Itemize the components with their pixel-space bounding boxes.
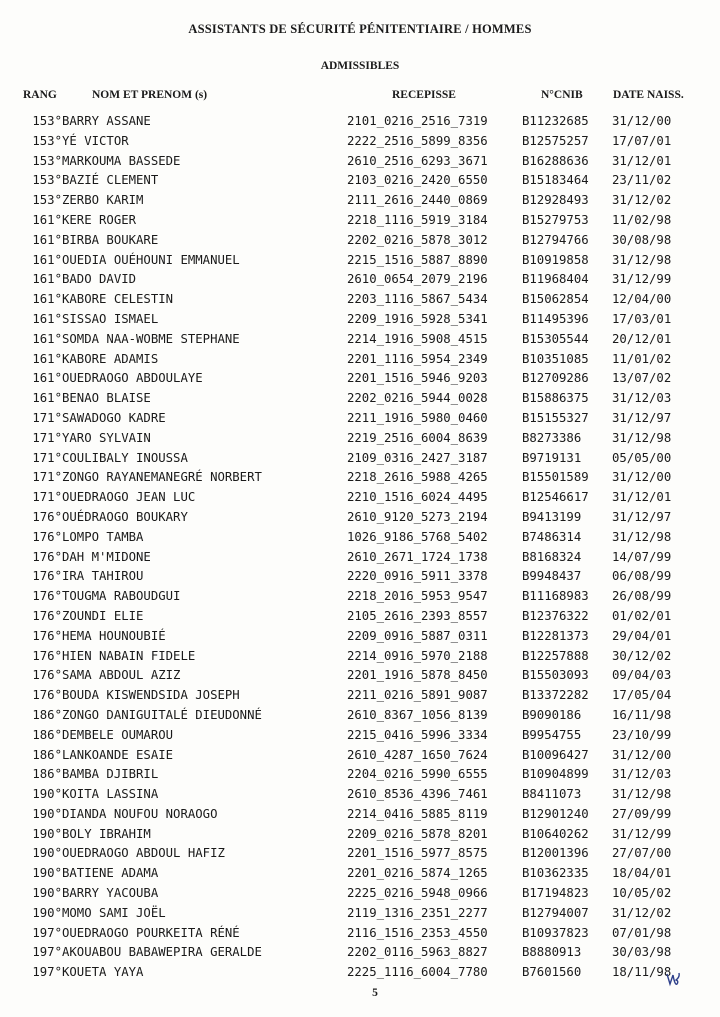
cell-cnib: B15062854 <box>522 292 589 307</box>
table-row <box>0 964 720 984</box>
cell-name: OUEDRAOGO JEAN LUC <box>62 490 196 505</box>
page-subtitle: ADMISSIBLES <box>320 60 400 72</box>
cell-cnib: B12575257 <box>522 133 589 148</box>
table-row <box>0 588 720 608</box>
cell-birth-date: 31/12/02 <box>612 905 672 920</box>
cell-receipt: 2203_1116_5867_5434 <box>347 292 488 307</box>
cell-name: BADO DAVID <box>62 272 137 287</box>
table-row <box>0 648 720 668</box>
cell-rank: 190° <box>32 806 62 821</box>
cell-rank: 176° <box>32 589 62 604</box>
cell-cnib: B15886375 <box>522 391 589 406</box>
cell-rank: 171° <box>32 410 62 425</box>
cell-name: KOITA LASSINA <box>62 787 159 802</box>
cell-name: HEMA HOUNOUBIÉ <box>62 628 166 643</box>
cell-receipt: 2610_8536_4396_7461 <box>347 787 488 802</box>
cell-name: OUÉDRAOGO BOUKARY <box>62 509 188 524</box>
cell-receipt: 2209_0916_5887_0311 <box>347 628 488 643</box>
cell-birth-date: 06/08/99 <box>612 569 672 584</box>
cell-rank: 176° <box>32 608 62 623</box>
table-row <box>0 271 720 291</box>
cell-rank: 171° <box>32 470 62 485</box>
cell-receipt: 2202_0216_5944_0028 <box>347 391 488 406</box>
table-row <box>0 311 720 331</box>
cell-receipt: 2105_2616_2393_8557 <box>347 608 488 623</box>
cell-rank: 186° <box>32 727 62 742</box>
table-row <box>0 469 720 489</box>
cell-name: OUEDRAOGO ABDOULAYE <box>62 371 203 386</box>
cell-cnib: B9719131 <box>522 450 582 465</box>
cell-name: BATIENE ADAMA <box>62 866 159 881</box>
cell-birth-date: 31/12/98 <box>612 529 672 544</box>
cell-cnib: B11168983 <box>522 589 589 604</box>
page-title: ASSISTANTS DE SÉCURITÉ PÉNITENTIAIRE / HOMMES <box>188 22 532 36</box>
cell-name: LANKOANDE ESAIE <box>62 747 174 762</box>
cell-cnib: B11495396 <box>522 311 589 326</box>
cell-birth-date: 17/05/04 <box>612 688 672 703</box>
header-birth-date: DATE NAISS. <box>613 89 684 101</box>
table-row <box>0 845 720 865</box>
cell-rank: 176° <box>32 569 62 584</box>
cell-rank: 186° <box>32 707 62 722</box>
cell-rank: 176° <box>32 509 62 524</box>
cell-cnib: B15183464 <box>522 173 589 188</box>
cell-birth-date: 14/07/99 <box>612 549 672 564</box>
table-row <box>0 192 720 212</box>
cell-cnib: B12794766 <box>522 232 589 247</box>
cell-birth-date: 23/10/99 <box>612 727 672 742</box>
cell-cnib: B8411073 <box>522 787 582 802</box>
table-row <box>0 747 720 767</box>
table-row <box>0 905 720 925</box>
cell-receipt: 2610_0654_2079_2196 <box>347 272 488 287</box>
cell-cnib: B8273386 <box>522 430 582 445</box>
cell-cnib: B10904899 <box>522 767 589 782</box>
cell-receipt: 2215_1516_5887_8890 <box>347 252 488 267</box>
cell-cnib: B15155327 <box>522 410 589 425</box>
cell-name: KOUETA YAYA <box>62 965 144 980</box>
cell-receipt: 2610_2516_6293_3671 <box>347 153 488 168</box>
cell-birth-date: 31/12/97 <box>612 509 672 524</box>
cell-receipt: 2109_0316_2427_3187 <box>347 450 488 465</box>
cell-cnib: B12928493 <box>522 193 589 208</box>
cell-rank: 186° <box>32 767 62 782</box>
table-row <box>0 509 720 529</box>
cell-rank: 190° <box>32 787 62 802</box>
cell-rank: 153° <box>32 133 62 148</box>
cell-rank: 176° <box>32 648 62 663</box>
cell-rank: 161° <box>32 232 62 247</box>
cell-cnib: B10640262 <box>522 826 589 841</box>
cell-cnib: B12001396 <box>522 846 589 861</box>
cell-birth-date: 31/12/98 <box>612 430 672 445</box>
header-cnib: N°CNIB <box>541 89 583 101</box>
cell-name: BAZIÉ CLEMENT <box>62 173 159 188</box>
cell-birth-date: 31/12/99 <box>612 826 672 841</box>
cell-receipt: 2204_0216_5990_6555 <box>347 767 488 782</box>
cell-receipt: 2218_2616_5988_4265 <box>347 470 488 485</box>
cell-receipt: 2211_0216_5891_9087 <box>347 688 488 703</box>
cell-receipt: 2610_9120_5273_2194 <box>347 509 488 524</box>
cell-name: COULIBALY INOUSSA <box>62 450 188 465</box>
cell-name: DAH M'MIDONE <box>62 549 151 564</box>
cell-birth-date: 29/04/01 <box>612 628 672 643</box>
cell-receipt: 2201_1516_5946_9203 <box>347 371 488 386</box>
cell-cnib: B11232685 <box>522 114 589 128</box>
cell-rank: 161° <box>32 311 62 326</box>
table-row <box>0 291 720 311</box>
cell-name: SISSAO ISMAEL <box>62 311 159 326</box>
table-row <box>0 687 720 707</box>
cell-rank: 197° <box>32 945 62 960</box>
cell-receipt: 2201_1516_5977_8575 <box>347 846 488 861</box>
table-row <box>0 133 720 153</box>
cell-cnib: B9948437 <box>522 569 582 584</box>
cell-receipt: 2219_2516_6004_8639 <box>347 430 488 445</box>
cell-rank: 190° <box>32 846 62 861</box>
cell-birth-date: 17/03/01 <box>612 311 672 326</box>
table-row <box>0 232 720 252</box>
cell-birth-date: 30/12/02 <box>612 648 672 663</box>
cell-birth-date: 23/11/02 <box>612 173 672 188</box>
cell-receipt: 2111_2616_2440_0869 <box>347 193 488 208</box>
cell-rank: 153° <box>32 114 62 128</box>
cell-receipt: 2209_1916_5928_5341 <box>347 311 488 326</box>
cell-cnib: B9413199 <box>522 509 582 524</box>
cell-name: BAMBA DJIBRIL <box>62 767 159 782</box>
handwritten-initials <box>664 970 684 994</box>
cell-receipt: 2119_1316_2351_2277 <box>347 905 488 920</box>
cell-cnib: B10351085 <box>522 351 589 366</box>
table-row <box>0 450 720 470</box>
cell-name: IRA TAHIROU <box>62 569 144 584</box>
cell-birth-date: 31/12/99 <box>612 272 672 287</box>
header-receipt: RECEPISSE <box>392 89 456 101</box>
cell-birth-date: 31/12/00 <box>612 747 672 762</box>
cell-cnib: B7601560 <box>522 965 582 980</box>
cell-receipt: 2218_2016_5953_9547 <box>347 589 488 604</box>
cell-cnib: B10362335 <box>522 866 589 881</box>
cell-name: YÉ VICTOR <box>62 133 129 148</box>
cell-cnib: B10096427 <box>522 747 589 762</box>
cell-receipt: 2202_0216_5878_3012 <box>347 232 488 247</box>
cell-birth-date: 31/12/03 <box>612 767 672 782</box>
cell-rank: 176° <box>32 549 62 564</box>
cell-rank: 190° <box>32 905 62 920</box>
table-row <box>0 727 720 747</box>
cell-name: SOMDA NAA-WOBME STEPHANE <box>62 331 240 346</box>
cell-cnib: B17194823 <box>522 886 589 901</box>
cell-receipt: 2225_0216_5948_0966 <box>347 886 488 901</box>
table-row <box>0 390 720 410</box>
cell-rank: 153° <box>32 173 62 188</box>
cell-birth-date: 27/09/99 <box>612 806 672 821</box>
cell-name: BENAO BLAISE <box>62 391 151 406</box>
table-row <box>0 786 720 806</box>
cell-cnib: B12376322 <box>522 608 589 623</box>
page-number: 5 <box>372 987 378 999</box>
cell-birth-date: 20/12/01 <box>612 331 672 346</box>
cell-receipt: 2202_0116_5963_8827 <box>347 945 488 960</box>
cell-rank: 176° <box>32 628 62 643</box>
cell-birth-date: 31/12/00 <box>612 114 672 128</box>
cell-name: BOLY IBRAHIM <box>62 826 151 841</box>
cell-rank: 161° <box>32 272 62 287</box>
cell-birth-date: 17/07/01 <box>612 133 672 148</box>
cell-birth-date: 31/12/00 <box>612 470 672 485</box>
table-row <box>0 925 720 945</box>
cell-rank: 161° <box>32 292 62 307</box>
cell-name: DEMBELE OUMAROU <box>62 727 174 742</box>
cell-receipt: 2215_0416_5996_3334 <box>347 727 488 742</box>
cell-rank: 176° <box>32 529 62 544</box>
cell-receipt: 2209_0216_5878_8201 <box>347 826 488 841</box>
cell-cnib: B7486314 <box>522 529 582 544</box>
cell-name: BARRY YACOUBA <box>62 886 159 901</box>
cell-receipt: 2220_0916_5911_3378 <box>347 569 488 584</box>
table-row <box>0 252 720 272</box>
cell-birth-date: 26/08/99 <box>612 589 672 604</box>
cell-rank: 190° <box>32 866 62 881</box>
cell-rank: 153° <box>32 193 62 208</box>
cell-name: ZERBO KARIM <box>62 193 144 208</box>
cell-rank: 190° <box>32 886 62 901</box>
header-rank: RANG <box>23 89 57 101</box>
cell-receipt: 2225_1116_6004_7780 <box>347 965 488 980</box>
table-row <box>0 885 720 905</box>
cell-rank: 171° <box>32 490 62 505</box>
table-row <box>0 489 720 509</box>
cell-name: SAMA ABDOUL AZIZ <box>62 668 181 683</box>
cell-receipt: 2201_0216_5874_1265 <box>347 866 488 881</box>
cell-rank: 197° <box>32 965 62 980</box>
cell-birth-date: 11/02/98 <box>612 212 672 227</box>
cell-name: OUEDIA OUÉHOUNI EMMANUEL <box>62 252 240 267</box>
cell-birth-date: 30/08/98 <box>612 232 672 247</box>
cell-cnib: B16288636 <box>522 153 589 168</box>
table-row <box>0 667 720 687</box>
cell-cnib: B12257888 <box>522 648 589 663</box>
cell-birth-date: 31/12/97 <box>612 410 672 425</box>
cell-name: AKOUABOU BABAWEPIRA GERALDE <box>62 945 262 960</box>
cell-rank: 161° <box>32 331 62 346</box>
cell-cnib: B12281373 <box>522 628 589 643</box>
cell-rank: 161° <box>32 212 62 227</box>
cell-rank: 190° <box>32 826 62 841</box>
cell-cnib: B12901240 <box>522 806 589 821</box>
cell-name: KABORE CELESTIN <box>62 292 174 307</box>
cell-birth-date: 13/07/02 <box>612 371 672 386</box>
cell-rank: 186° <box>32 747 62 762</box>
cell-birth-date: 09/04/03 <box>612 668 672 683</box>
cell-birth-date: 27/07/00 <box>612 846 672 861</box>
cell-rank: 176° <box>32 688 62 703</box>
table-row <box>0 153 720 173</box>
cell-cnib: B10919858 <box>522 252 589 267</box>
cell-name: DIANDA NOUFOU NORAOGO <box>62 806 218 821</box>
table-row <box>0 707 720 727</box>
table-row <box>0 549 720 569</box>
cell-birth-date: 31/12/01 <box>612 153 672 168</box>
cell-cnib: B12546617 <box>522 490 589 505</box>
cell-receipt: 2116_1516_2353_4550 <box>347 925 488 940</box>
cell-birth-date: 01/02/01 <box>612 608 672 623</box>
cell-name: MOMO SAMI JOËL <box>62 905 166 920</box>
table-row <box>0 806 720 826</box>
cell-receipt: 2214_0916_5970_2188 <box>347 648 488 663</box>
cell-rank: 161° <box>32 391 62 406</box>
header-name: NOM ET PRENOM (s) <box>92 89 208 101</box>
cell-cnib: B15279753 <box>522 212 589 227</box>
cell-name: BARRY ASSANE <box>62 114 151 128</box>
table-row <box>0 172 720 192</box>
cell-rank: 171° <box>32 430 62 445</box>
cell-name: ZOUNDI ELIE <box>62 608 144 623</box>
table-row <box>0 628 720 648</box>
cell-birth-date: 12/04/00 <box>612 292 672 307</box>
cell-receipt: 2103_0216_2420_6550 <box>347 173 488 188</box>
cell-name: OUEDRAOGO POURKEITA RÉNÉ <box>62 925 240 940</box>
cell-name: KERE ROGER <box>62 212 137 227</box>
cell-receipt: 2214_1916_5908_4515 <box>347 331 488 346</box>
cell-cnib: B8168324 <box>522 549 582 564</box>
cell-rank: 161° <box>32 371 62 386</box>
cell-cnib: B15503093 <box>522 668 589 683</box>
cell-birth-date: 16/11/98 <box>612 707 672 722</box>
table-row <box>0 826 720 846</box>
cell-receipt: 2101_0216_2516_7319 <box>347 114 488 128</box>
cell-receipt: 2222_2516_5899_8356 <box>347 133 488 148</box>
table-row <box>0 410 720 430</box>
table-row <box>0 766 720 786</box>
cell-name: SAWADOGO KADRE <box>62 410 166 425</box>
cell-receipt: 2218_1116_5919_3184 <box>347 212 488 227</box>
cell-receipt: 2610_8367_1056_8139 <box>347 707 488 722</box>
table-row <box>0 529 720 549</box>
cell-rank: 153° <box>32 153 62 168</box>
cell-birth-date: 31/12/02 <box>612 193 672 208</box>
cell-cnib: B11968404 <box>522 272 589 287</box>
cell-cnib: B10937823 <box>522 925 589 940</box>
cell-cnib: B13372282 <box>522 688 589 703</box>
cell-cnib: B8880913 <box>522 945 582 960</box>
cell-rank: 176° <box>32 668 62 683</box>
cell-receipt: 2210_1516_6024_4495 <box>347 490 488 505</box>
cell-name: KABORE ADAMIS <box>62 351 159 366</box>
cell-rank: 161° <box>32 351 62 366</box>
table-body <box>0 113 720 984</box>
table-row <box>0 608 720 628</box>
cell-birth-date: 10/05/02 <box>612 886 672 901</box>
table-row <box>0 351 720 371</box>
cell-name: OUEDRAOGO ABDOUL HAFIZ <box>62 846 225 861</box>
cell-receipt: 2610_4287_1650_7624 <box>347 747 488 762</box>
table-row <box>0 568 720 588</box>
cell-cnib: B9090186 <box>522 707 582 722</box>
cell-name: TOUGMA RABOUDGUI <box>62 589 181 604</box>
table-row <box>0 331 720 351</box>
cell-birth-date: 05/05/00 <box>612 450 672 465</box>
cell-receipt: 2610_2671_1724_1738 <box>347 549 488 564</box>
cell-birth-date: 31/12/01 <box>612 490 672 505</box>
cell-name: YARO SYLVAIN <box>62 430 151 445</box>
cell-name: ZONGO RAYANEMANEGRÉ NORBERT <box>62 470 262 485</box>
cell-birth-date: 07/01/98 <box>612 925 672 940</box>
cell-birth-date: 11/01/02 <box>612 351 672 366</box>
cell-birth-date: 31/12/98 <box>612 252 672 267</box>
cell-rank: 197° <box>32 925 62 940</box>
cell-receipt: 2214_0416_5885_8119 <box>347 806 488 821</box>
cell-rank: 171° <box>32 450 62 465</box>
cell-cnib: B12709286 <box>522 371 589 386</box>
cell-cnib: B12794007 <box>522 905 589 920</box>
table-row <box>0 944 720 964</box>
cell-name: BIRBA BOUKARE <box>62 232 159 247</box>
cell-birth-date: 18/04/01 <box>612 866 672 881</box>
cell-name: BOUDA KISWENDSIDA JOSEPH <box>62 688 240 703</box>
cell-receipt: 2201_1916_5878_8450 <box>347 668 488 683</box>
table-row <box>0 370 720 390</box>
table-row <box>0 113 720 133</box>
cell-birth-date: 30/03/98 <box>612 945 672 960</box>
cell-cnib: B9954755 <box>522 727 582 742</box>
cell-cnib: B15501589 <box>522 470 589 485</box>
cell-birth-date: 18/11/98 <box>612 965 672 980</box>
cell-birth-date: 31/12/03 <box>612 391 672 406</box>
cell-receipt: 2211_1916_5980_0460 <box>347 410 488 425</box>
cell-name: LOMPO TAMBA <box>62 529 144 544</box>
cell-name: ZONGO DANIGUITALÉ DIEUDONNÉ <box>62 707 262 722</box>
cell-cnib: B15305544 <box>522 331 589 346</box>
cell-name: MARKOUMA BASSEDE <box>62 153 181 168</box>
table-row <box>0 865 720 885</box>
cell-birth-date: 31/12/98 <box>612 787 672 802</box>
cell-receipt: 1026_9186_5768_5402 <box>347 529 488 544</box>
cell-receipt: 2201_1116_5954_2349 <box>347 351 488 366</box>
cell-name: HIEN NABAIN FIDELE <box>62 648 196 663</box>
table-row <box>0 212 720 232</box>
cell-rank: 161° <box>32 252 62 267</box>
table-row <box>0 430 720 450</box>
